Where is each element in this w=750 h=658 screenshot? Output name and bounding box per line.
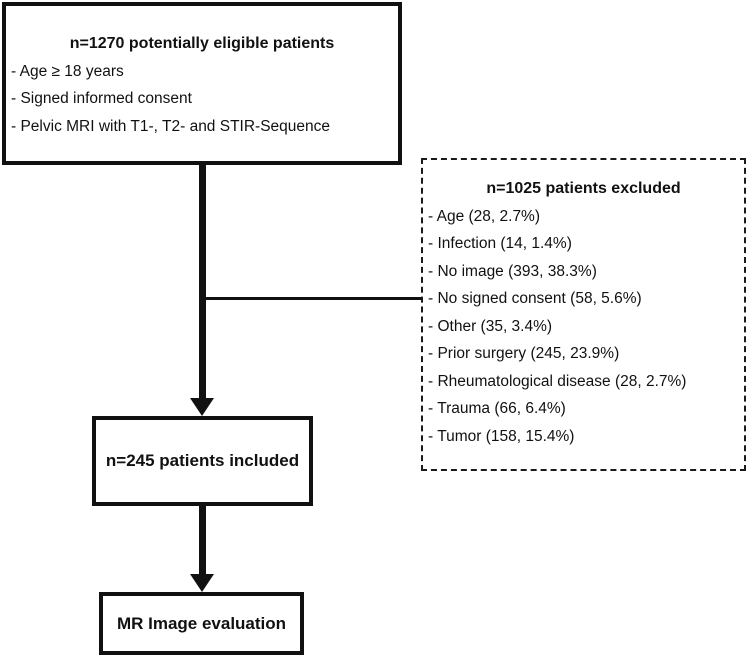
eligible-criterion-consent: - Signed informed consent <box>11 90 192 107</box>
excluded-reason-other: - Other (35, 3.4%) <box>428 317 553 335</box>
mr-image-evaluation-title: MR Image evaluation <box>116 613 287 633</box>
eligible-patients-box <box>2 2 402 165</box>
excluded-reason-rheumatological: - Rheumatological disease (28, 2.7%) <box>428 372 687 390</box>
eligible-criterion-age: - Age ≥ 18 years <box>11 62 124 80</box>
arrowhead-down-icon <box>190 398 214 416</box>
excluded-reason-no-image: - No image (393, 38.3%) <box>428 262 597 280</box>
included-patients-title: n=245 patients included <box>105 451 300 470</box>
excluded-reason-infection: - Infection (14, 1.4%) <box>428 235 572 252</box>
eligible-patients-title: n=1270 potentially eligible patients <box>69 35 335 52</box>
excluded-patients-title: n=1025 patients excluded <box>486 180 681 197</box>
excluded-reason-age: - Age (28, 2.7%) <box>428 207 541 225</box>
included-patients-box <box>92 416 313 506</box>
excluded-reason-tumor: - Tumor (158, 15.4%) <box>428 427 575 445</box>
excluded-reason-prior-surgery: - Prior surgery (245, 23.9%) <box>428 345 620 362</box>
arrowhead-down-icon <box>190 574 214 592</box>
flow-arrow-included-to-evaluation <box>199 506 206 575</box>
excluded-reason-no-consent: - No signed consent (58, 5.6%) <box>428 290 642 307</box>
eligible-criterion-mri: - Pelvic MRI with T1-, T2- and STIR-Sequence <box>11 117 331 135</box>
excluded-reason-trauma: - Trauma (66, 6.4%) <box>428 400 566 417</box>
mr-image-evaluation-box <box>99 592 304 655</box>
branch-line-to-excluded <box>202 297 421 300</box>
flow-arrow-eligible-to-included <box>199 165 206 398</box>
excluded-patients-box <box>421 158 746 471</box>
